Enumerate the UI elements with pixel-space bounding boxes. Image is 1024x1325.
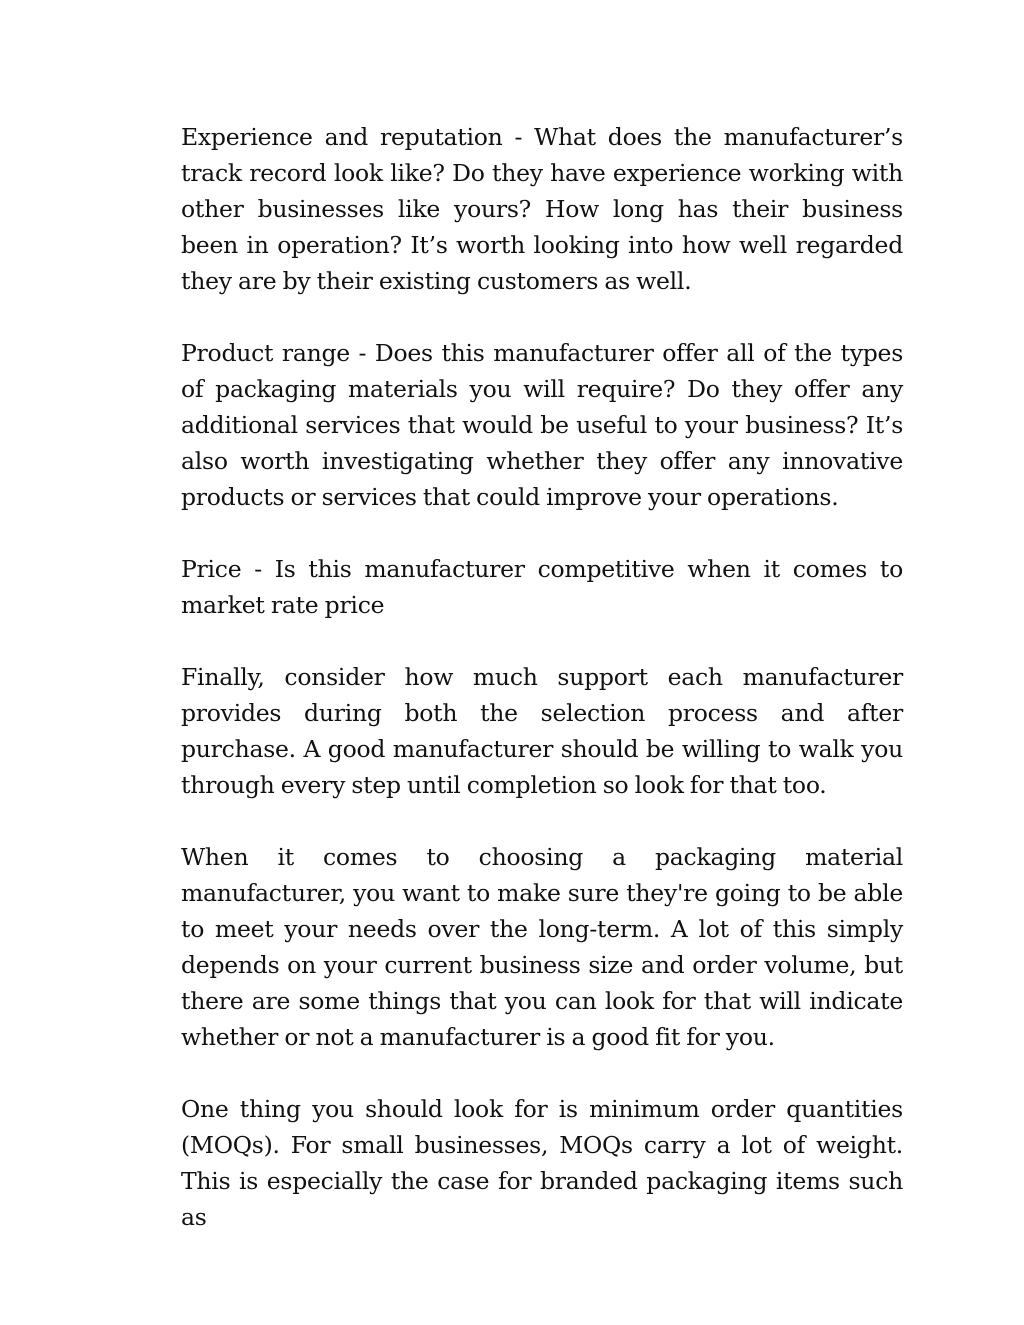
paragraph-moqs: One thing you should look for is minimum order quantities (MOQs). For small businesses, MOQs carry a lot of weight. This is especially the case for branded packaging items such as [181,1095,903,1231]
document-body [181,119,903,1235]
paragraph-choosing-manufacturer: When it comes to choosing a packaging material manufacturer, you want to make sure they're going to be able to meet your needs over the long-term. A lot of this simply depends on your current business size and order volume, but there are some things that you can look for that will indicate whether or not a manufacturer is a good fit for you. [181,843,903,1051]
paragraph-experience-reputation: Experience and reputation - What does the manufacturer’s track record look like? Do they have experience working with other businesses like yours? How long has their business been in operation? It’s worth looking into how well regarded they are by their existing customers as well. [181,123,903,295]
paragraph-support: Finally, consider how much support each manufacturer provides during both the selection process and after purchase. A good manufacturer should be willing to walk you through every step until completion so look for that too. [181,663,903,799]
paragraph-product-range: Product range - Does this manufacturer offer all of the types of packaging materials you will require? Do they offer any additional services that would be useful to your business? It’s also worth investigating whether they offer any innovative products or services that could improve your operations. [181,339,903,511]
paragraph-price: Price - Is this manufacturer competitive when it comes to market rate price [181,555,903,619]
